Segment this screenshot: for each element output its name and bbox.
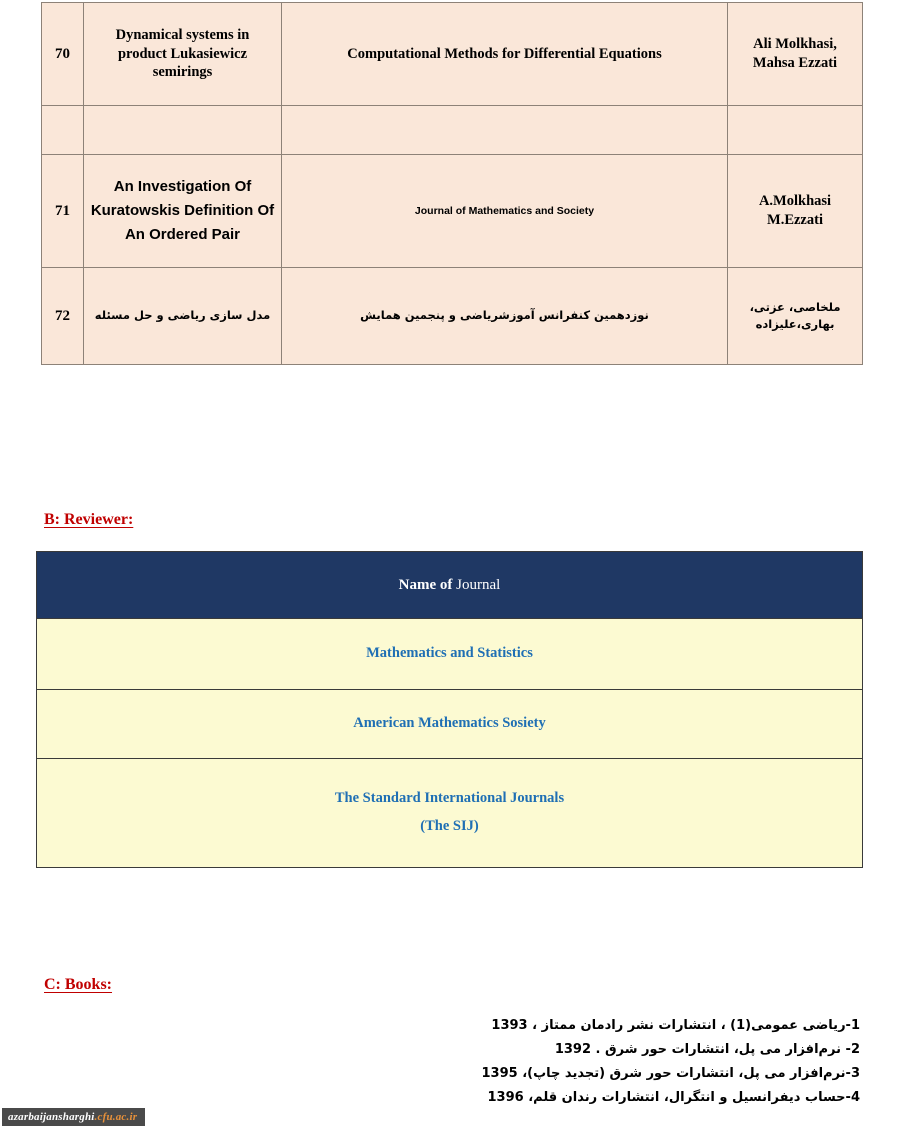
publication-title: An Investigation Of Kuratowskis Definition Of An Ordered Pair [84,155,282,268]
author-line-2: M.Ezzati [767,212,823,228]
author-line-2: بهاری،علیزاده [755,317,835,331]
list-item: 3-نرم‌افزار می پل، انتشارات حور شرق (تجدید چاپ)، 1395 [481,1066,860,1082]
reviewer-table-container [36,551,863,868]
header-regular-part: Journal [452,576,501,593]
author-line-1: Ali Molkhasi, [753,36,837,53]
list-item: 4-حساب دیفرانسیل و انتگرال، انتشارات رندان قلم، 1396 [487,1090,860,1106]
watermark-domain: .cfu.ac.ir [94,1111,138,1123]
journal-name-line-2: (The SIJ) [420,818,479,834]
publication-title [84,106,282,155]
table-row [37,690,863,759]
journal-name-cell: Mathematics and Statistics [37,619,863,690]
table-header-row [37,552,863,619]
journal-name-cell: American Mathematics Sosiety [37,690,863,759]
publication-number: 71 [42,155,84,268]
reviewer-journal-table [36,551,863,868]
header-bold-part: Name of [398,576,453,593]
publication-number [42,106,84,155]
author-line-1: ملخاصی، عزتی، [749,299,841,314]
publication-number: 72 [42,268,84,365]
table-row [42,268,863,365]
column-header-name-of-journal [37,552,863,619]
publication-journal [282,106,728,155]
table-row-empty [42,106,863,155]
publication-journal: نوزدهمین کنفرانس آموزشریاضی و پنجمین همایش [282,268,728,365]
publication-title: Dynamical systems in product Lukasiewicz semirings [84,3,282,106]
table-row [42,3,863,106]
journal-name-cell [37,759,863,868]
publication-title: مدل سازی ریاضی و حل مسئله [84,268,282,365]
journal-name-line-1: The Standard International Journals [334,790,565,807]
list-item: 1-ریاضی عمومی(1) ، انتشارات نشر رادمان ممتاز ، 1393 [491,1018,860,1033]
publication-authors [728,106,863,155]
table-row [42,155,863,268]
publication-authors [728,155,863,268]
publications-table [41,2,863,365]
table-row [37,619,863,690]
publication-journal: Journal of Mathematics and Society [282,155,728,268]
section-heading-books: C: Books: [44,976,113,993]
publications-table-container [41,2,862,365]
publication-journal: Computational Methods for Differential Equations [282,3,728,106]
list-item: 2- نرم‌افزار می پل، انتشارات حور شرق . 1392 [554,1042,860,1058]
watermark-site-name: azarbaijansharghi [8,1111,95,1123]
table-row [37,759,863,868]
section-heading-reviewer: B: Reviewer: [44,511,134,528]
author-line-2: Mahsa Ezzati [752,55,838,71]
books-list [40,1014,860,1110]
publication-number: 70 [42,3,84,106]
publication-authors [728,268,863,365]
author-line-1: A.Molkhasi [758,193,832,210]
watermark-badge [2,1108,145,1126]
publication-authors [728,3,863,106]
